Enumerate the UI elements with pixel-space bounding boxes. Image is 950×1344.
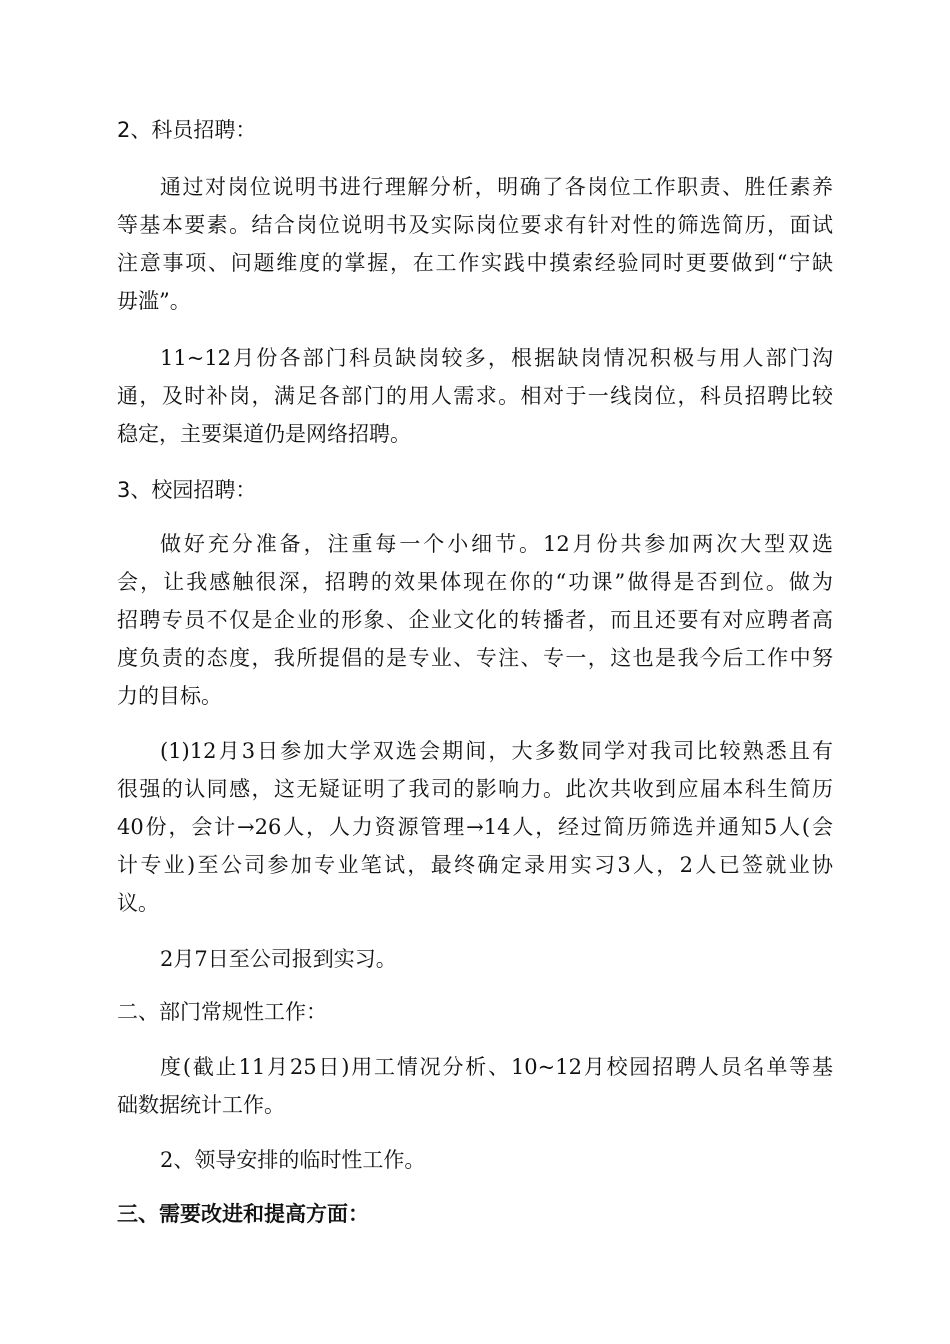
paragraph-line: 2、领导安排的临时性工作。 <box>160 1148 426 1172</box>
paragraph-line: 注意事项、问题维度的掌握，在工作实践中摸索经验同时更要做到“宁缺 <box>117 251 833 275</box>
paragraph-line: 通过对岗位说明书进行理解分析，明确了各岗位工作职责、胜任素养 <box>160 175 833 199</box>
paragraph-line: 度(截止11月25日)用工情况分析、10~12月校园招聘人员名单等基 <box>160 1055 833 1079</box>
paragraph-line: 11~12月份各部门科员缺岗较多，根据缺岗情况积极与用人部门沟 <box>160 346 833 370</box>
paragraph-line: 稳定，主要渠道仍是网络招聘。 <box>117 422 411 446</box>
paragraph-line: 40份，会计→26人，人力资源管理→14人，经过简历筛选并通知5人(会 <box>117 815 833 839</box>
paragraph-line: 通，及时补岗，满足各部门的用人需求。相对于一线岗位，科员招聘比较 <box>117 384 833 408</box>
paragraph-line: 2月7日至公司报到实习。 <box>160 947 397 971</box>
section-heading-recruit-staff: 2、科员招聘： <box>117 118 257 142</box>
paragraph-line: 做好充分准备，注重每一个小细节。12月份共参加两次大型双选 <box>160 532 833 556</box>
section-heading-routine-work: 二、部门常规性工作： <box>117 1000 327 1024</box>
paragraph-line: 等基本要素。结合岗位说明书及实际岗位要求有针对性的筛选简历，面试 <box>117 213 833 237</box>
paragraph-line: 会，让我感触很深，招聘的效果体现在你的“功课”做得是否到位。做为 <box>117 570 833 594</box>
paragraph-line: 议。 <box>117 891 159 915</box>
paragraph-line: 招聘专员不仅是企业的形象、企业文化的转播者，而且还要有对应聘者高 <box>117 608 833 632</box>
paragraph-line: 毋滥”。 <box>117 289 191 313</box>
paragraph-line: 度负责的态度，我所提倡的是专业、专注、专一，这也是我今后工作中努 <box>117 646 833 670</box>
paragraph-line: (1)12月3日参加大学双选会期间，大多数同学对我司比较熟悉且有 <box>160 739 833 763</box>
paragraph-line: 础数据统计工作。 <box>117 1093 285 1117</box>
section-heading-improvements: 三、需要改进和提高方面： <box>117 1201 369 1226</box>
paragraph-line: 力的目标。 <box>117 684 222 708</box>
section-heading-campus-recruit: 3、校园招聘： <box>117 478 257 502</box>
paragraph-line: 很强的认同感，这无疑证明了我司的影响力。此次共收到应届本科生简历 <box>117 777 833 801</box>
paragraph-line: 计专业)至公司参加专业笔试，最终确定录用实习3人，2人已签就业协 <box>117 853 833 877</box>
